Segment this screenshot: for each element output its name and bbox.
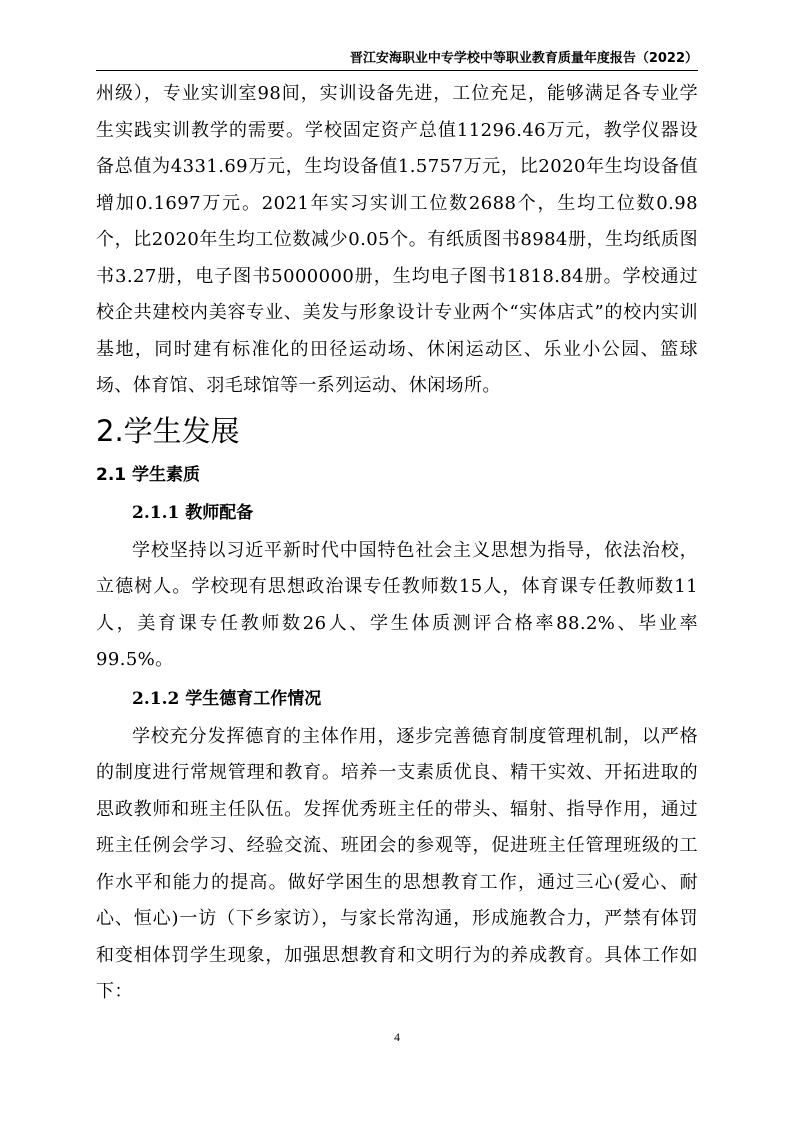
page-number: 4 bbox=[394, 1030, 400, 1044]
section-heading: 2.学生发展 bbox=[96, 413, 240, 448]
document-body bbox=[96, 76, 698, 1011]
page-header: 晋江安海职业中专学校中等职业教育质量年度报告（2022） bbox=[96, 48, 698, 71]
paragraph-facilities: 州级），专业实训室98间，实训设备先进，工位充足，能够满足各专业学生实践实训教学的需要。学校固定资产总值11296.46万元，教学仪器设备总值为4331.69万元，生均设备值1.5757万元，比2020年生均设备值增加0.1697万元。2021年实习实训工位数2688个，生均工位数0.98个，比2020年生均工位数减少0.05个。有纸质图书8984册，生均纸质图书3.27册，电子图书5000000册，生均电子图书1818.84册。学校通过校企共建校内美容专业、美发与形象设计专业两个“实体店式”的校内实训基地，同时建有标准化的田径运动场、休闲运动区、乐业小公园、篮球场、体育馆、羽毛球馆等一系列运动、休闲场所。 bbox=[96, 83, 698, 396]
paragraph-teachers: 学校坚持以习近平新时代中国特色社会主义思想为指导，依法治校，立德树人。学校现有思想政治课专任教师数15人，体育课专任教师数11人，美育课专任教师数26人、学生体质测评合格率88.2%、毕业率99.5%。 bbox=[96, 539, 698, 670]
subsubsection-heading-teachers: 2.1.1 教师配备 bbox=[132, 502, 254, 523]
subsection-heading: 2.1 学生素质 bbox=[96, 464, 201, 485]
subsubsection-heading-moral-education: 2.1.2 学生德育工作情况 bbox=[132, 688, 322, 709]
paragraph-moral-education: 学校充分发挥德育的主体作用，逐步完善德育制度管理机制，以严格的制度进行常规管理和教育。培养一支素质优良、精干实效、开拓进取的思政教师和班主任队伍。发挥优秀班主任的带头、辐射、指导作用，通过班主任例会学习、经验交流、班团会的参观等，促进班主任管理班级的工作水平和能力的提高。做好学困生的思想教育工作，通过三心(爱心、耐心、恒心)一访（下乡家访），与家长常沟通，形成施教合力，严禁有体罚和变相体罚学生现象，加强思想教育和文明行为的养成教育。具体工作如下： bbox=[96, 725, 698, 1002]
